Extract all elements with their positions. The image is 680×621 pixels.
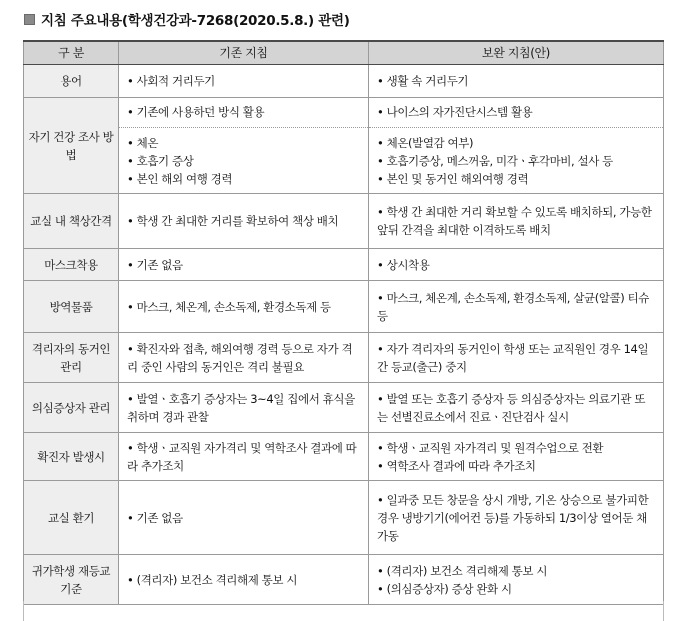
bullet-item: • 자가 격리자의 동거인이 학생 또는 교직원인 경우 14일간 등교(출근) 중지	[377, 341, 649, 374]
bullet-group	[377, 289, 655, 325]
table-row	[24, 98, 664, 194]
bullet-group	[377, 256, 655, 274]
new-guideline-cell	[369, 65, 664, 98]
row-category: 의심증상자 관리	[24, 383, 119, 433]
header-new-guideline: 보완 지침(안)	[369, 41, 664, 65]
bullet-group	[127, 509, 360, 527]
new-guideline-cell	[369, 333, 664, 383]
bullet-group	[127, 103, 360, 121]
header-category: 구 분	[24, 41, 119, 65]
bullet-group	[377, 562, 655, 598]
bullet-item: • 체온	[127, 136, 159, 150]
old-guideline-cell	[119, 249, 369, 281]
row-category: 용어	[24, 65, 119, 98]
old-guideline-cell	[119, 383, 369, 433]
bullet-item: • 발열ㆍ호흡기 증상자는 3~4일 집에서 휴식을 취하며 경과 관찰	[127, 391, 355, 424]
bullet-item: • 상시착용	[377, 257, 430, 272]
bullet-group	[377, 439, 655, 475]
new-guideline-cell	[369, 555, 664, 605]
row-category: 격리자의 동거인 관리	[24, 333, 119, 383]
table-row	[24, 555, 664, 605]
table-row	[24, 481, 664, 555]
old-guideline-cell	[119, 433, 369, 481]
new-guideline-cell	[369, 433, 664, 481]
bullet-item: • 기존 없음	[127, 257, 183, 272]
bullet-group	[127, 134, 360, 188]
bullet-group	[127, 390, 360, 426]
old-guideline-cell	[119, 98, 369, 194]
bullet-item: • 나이스의 자가진단시스템 활용	[377, 105, 533, 119]
new-guideline-cell	[369, 249, 664, 281]
bullet-group	[377, 203, 655, 239]
row-category: 교실 환기	[24, 481, 119, 555]
row-category: 귀가학생 재등교기준	[24, 555, 119, 605]
dotted-divider	[119, 127, 368, 128]
bullet-item: • 기존 없음	[127, 510, 183, 525]
new-guideline-cell	[369, 98, 664, 194]
row-category: 교실 내 책상간격	[24, 194, 119, 249]
page-edge-right	[663, 601, 664, 621]
old-guideline-cell	[119, 194, 369, 249]
old-guideline-cell	[119, 555, 369, 605]
bullet-group	[377, 72, 655, 90]
bullet-item: • 역학조사 결과에 따라 추가조치	[377, 458, 536, 473]
bullet-item: • 학생 간 최대한 거리 확보할 수 있도록 배치하되, 가능한 앞뒤 간격을 최대한 이격하도록 배치	[377, 205, 652, 237]
page-edge-left	[23, 601, 24, 621]
header-row	[24, 41, 664, 65]
bullet-group	[127, 439, 360, 475]
title-text: 지침 주요내용(학생건강과-7268(2020.5.8.) 관련)	[41, 13, 350, 29]
new-guideline-cell	[369, 481, 664, 555]
bullet-group	[377, 491, 655, 545]
bullet-item: • 기존에 사용하던 방식 활용	[127, 105, 265, 119]
bullet-item: • 체온(발열감 여부)	[377, 136, 474, 150]
square-bullet-icon	[24, 14, 35, 25]
bullet-group	[377, 390, 655, 426]
old-guideline-cell	[119, 65, 369, 98]
bullet-item: • 학생 간 최대한 거리를 확보하여 책상 배치	[127, 214, 339, 228]
bullet-group	[127, 340, 360, 376]
bullet-item: • 호흡기 증상	[127, 154, 194, 168]
row-category: 자기 건강 조사 방법	[24, 98, 119, 194]
row-category: 방역물품	[24, 281, 119, 333]
bullet-item: • 학생ㆍ교직원 자가격리 및 역학조사 결과에 따라 추가조치	[127, 440, 357, 473]
table-row	[24, 249, 664, 281]
bullet-item: • 호흡기증상, 메스꺼움, 미각ㆍ후각마비, 설사 등	[377, 154, 613, 168]
bullet-group	[377, 340, 655, 376]
table-row	[24, 281, 664, 333]
guideline-comparison-table	[23, 40, 664, 605]
row-category: 마스크착용	[24, 249, 119, 281]
header-old-guideline: 기존 지침	[119, 41, 369, 65]
new-guideline-cell	[369, 194, 664, 249]
table-row	[24, 383, 664, 433]
bullet-group	[127, 72, 360, 90]
bullet-item: • 마스크, 체온계, 손소독제, 환경소독제, 살균(알콜) 티슈 등	[377, 290, 649, 323]
document-title	[24, 8, 350, 30]
bullet-item: • 확진자와 접촉, 해외여행 경력 등으로 자가 격리 중인 사람의 동거인은 격리 불필요	[127, 341, 353, 374]
bullet-group	[127, 212, 360, 230]
bullet-item: • 학생ㆍ교직원 자가격리 및 원격수업으로 전환	[377, 440, 604, 455]
row-category: 확진자 발생시	[24, 433, 119, 481]
new-guideline-cell	[369, 281, 664, 333]
bullet-item: • (격리자) 보건소 격리해제 통보 시	[127, 572, 298, 587]
bullet-item: • 본인 해외 여행 경력	[127, 172, 233, 186]
bullet-item: • (의심증상자) 증상 완화 시	[377, 581, 512, 596]
bullet-item: • 사회적 거리두기	[127, 74, 215, 88]
bullet-item: • 발열 또는 호흡기 증상자 등 의심증상자는 의료기관 또는 선별진료소에서 진료ㆍ진단검사 실시	[377, 391, 646, 424]
bullet-group	[127, 256, 360, 274]
table-row	[24, 433, 664, 481]
table-row	[24, 194, 664, 249]
bullet-item: • 마스크, 체온계, 손소독제, 환경소독제 등	[127, 299, 331, 314]
bullet-item: • (격리자) 보건소 격리해제 통보 시	[377, 563, 548, 578]
bullet-item: • 일과중 모든 창문을 상시 개방, 기온 상승으로 불가피한 경우 냉방기기(에어컨 등)를 가동하되 1/3이상 열어둔 채 가동	[377, 492, 649, 543]
bullet-item: • 본인 및 동거인 해외여행 경력	[377, 172, 529, 186]
table-row	[24, 333, 664, 383]
bullet-item: • 생활 속 거리두기	[377, 74, 469, 88]
old-guideline-cell	[119, 281, 369, 333]
bullet-group	[127, 298, 360, 316]
table-row	[24, 65, 664, 98]
new-guideline-cell	[369, 383, 664, 433]
old-guideline-cell	[119, 333, 369, 383]
old-guideline-cell	[119, 481, 369, 555]
bullet-group	[377, 134, 655, 188]
bullet-group	[377, 103, 655, 121]
bullet-group	[127, 571, 360, 589]
dotted-divider	[369, 127, 663, 128]
